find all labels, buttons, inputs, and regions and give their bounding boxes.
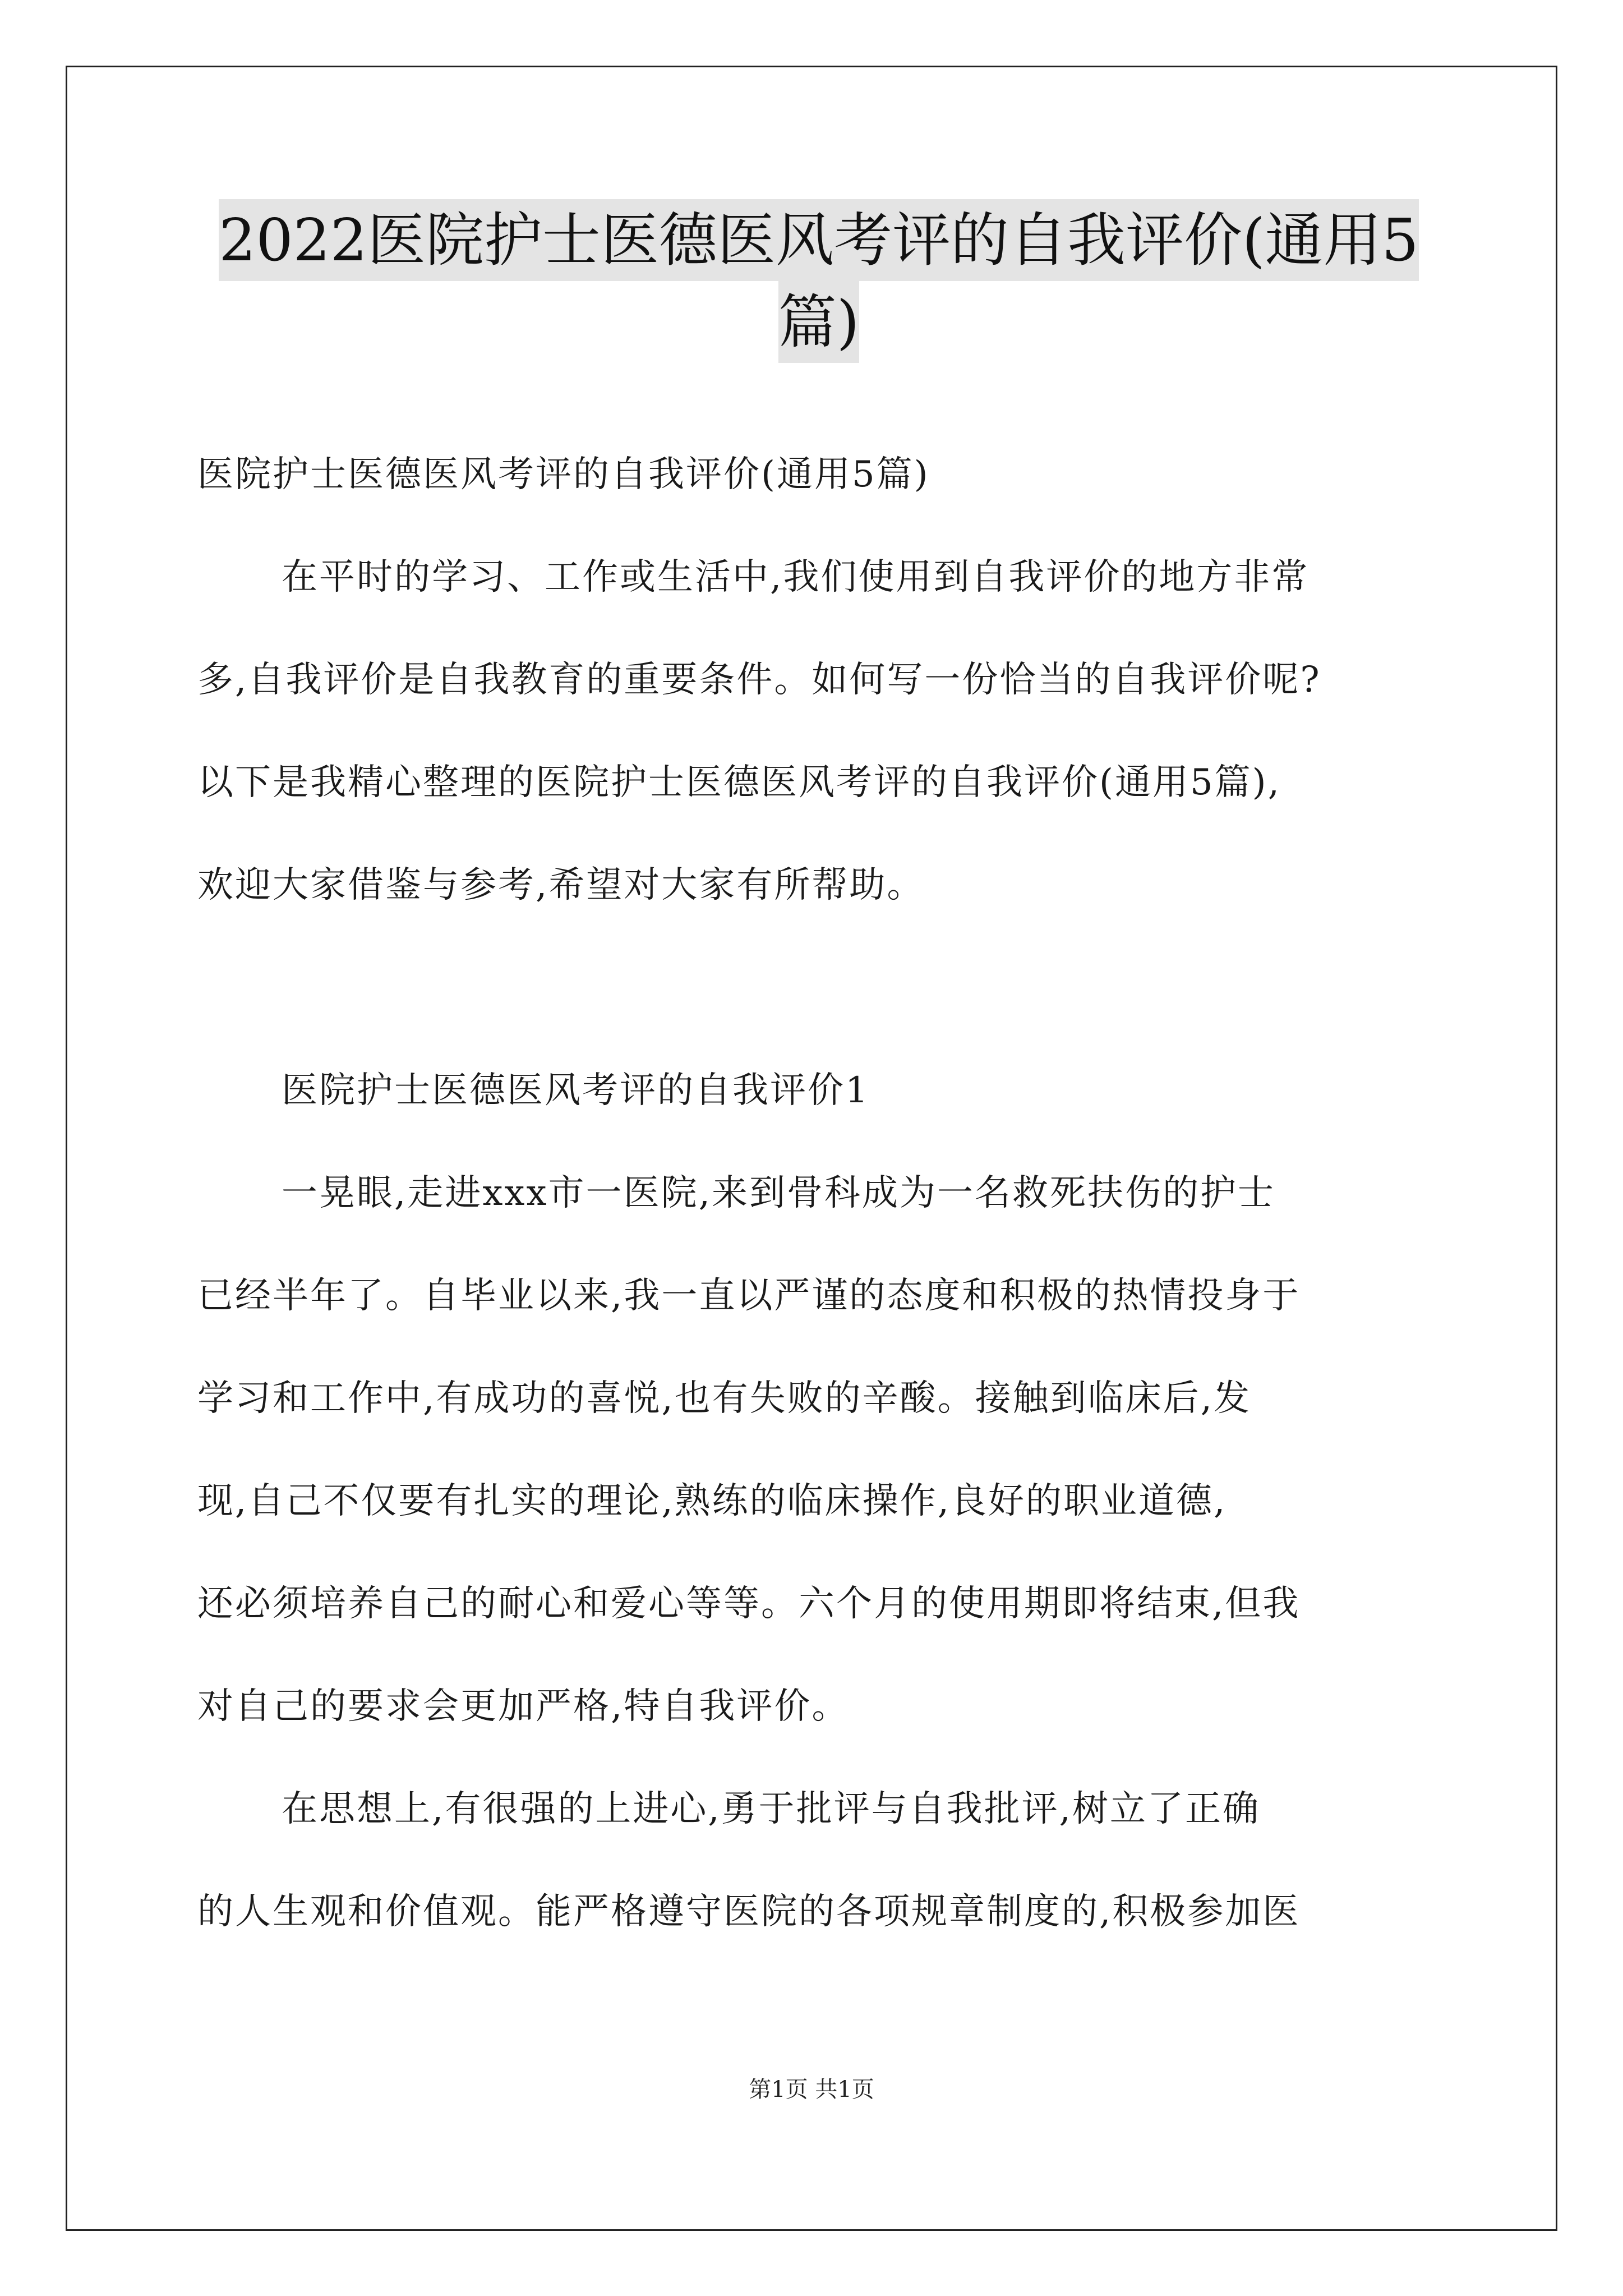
- body-line: 已经半年了。自毕业以来,我一直以严谨的态度和积极的热情投身于: [197, 1275, 1301, 1317]
- body-line: 还必须培养自己的耐心和爱心等等。六个月的使用期即将结束,但我: [197, 1583, 1301, 1625]
- body-line: 对自己的要求会更加严格,特自我评价。: [197, 1686, 850, 1727]
- document-title: [196, 199, 1441, 363]
- paragraph-spacer: [197, 937, 1454, 1039]
- intro-line: 欢迎大家借鉴与参考,希望对大家有所帮助。: [197, 864, 925, 906]
- title-line-1: 2022医院护士医德医风考评的自我评价(通用5: [219, 199, 1418, 281]
- document-body: [197, 424, 1454, 1963]
- title-line-2: 篇): [778, 281, 860, 363]
- intro-line: 在平时的学习、工作或生活中,我们使用到自我评价的地方非常: [282, 556, 1310, 598]
- body-line: 在思想上,有很强的上进心,勇于批评与自我批评,树立了正确: [282, 1788, 1261, 1830]
- intro-line: 以下是我精心整理的医院护士医德医风考评的自我评价(通用5篇),: [197, 762, 1281, 803]
- section-heading: 医院护士医德医风考评的自我评价1: [282, 1070, 870, 1111]
- document-subtitle: 医院护士医德医风考评的自我评价(通用5篇): [197, 454, 930, 495]
- body-line: 的人生观和价值观。能严格遵守医院的各项规章制度的,积极参加医: [197, 1891, 1301, 1932]
- body-line: 现,自己不仅要有扎实的理论,熟练的临床操作,良好的职业道德,: [197, 1480, 1227, 1522]
- page-footer: 第1页 共1页: [749, 2077, 874, 2102]
- body-line: 学习和工作中,有成功的喜悦,也有失败的辛酸。接触到临床后,发: [197, 1378, 1252, 1419]
- body-line: 一晃眼,走进xxx市一医院,来到骨科成为一名救死扶伤的护士: [282, 1172, 1275, 1214]
- intro-line: 多,自我评价是自我教育的重要条件。如何写一份恰当的自我评价呢?: [197, 659, 1321, 701]
